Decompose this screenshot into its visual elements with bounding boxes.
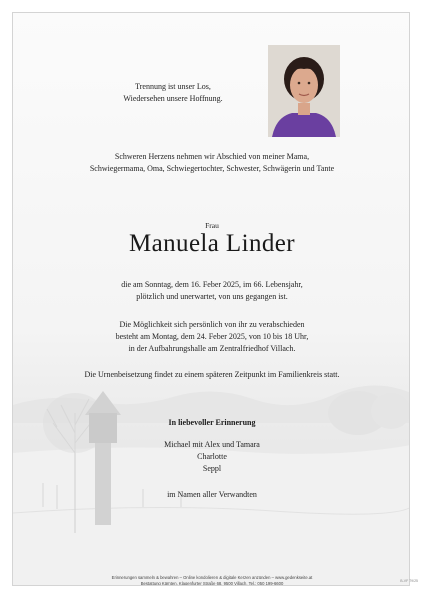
portrait-image bbox=[268, 45, 340, 137]
intro-text bbox=[13, 151, 410, 175]
family-names bbox=[13, 439, 410, 475]
family-name-line: Charlotte bbox=[197, 452, 227, 461]
salutation: Frau bbox=[205, 221, 219, 230]
farewell-info bbox=[13, 319, 410, 355]
obituary-card bbox=[12, 12, 410, 586]
intro-line: Schweren Herzens nehmen wir Abschied von meiner Mama, bbox=[114, 152, 310, 161]
farewell-line: Die Möglichkeit sich persönlich von ihr zu verabschieden bbox=[119, 320, 305, 329]
portrait-photo bbox=[268, 45, 340, 137]
family-name-line: Seppl bbox=[202, 464, 222, 473]
memory-heading: In liebevoller Erinnerung bbox=[168, 418, 256, 427]
footer bbox=[13, 575, 410, 586]
death-notice-line: die am Sonntag, dem 16. Feber 2025, im 66. Lebensjahr, bbox=[121, 280, 303, 289]
burial-info: Die Urnenbeisetzung findet zu einem späteren Zeitpunkt im Familienkreis statt. bbox=[84, 370, 340, 379]
footer-line: Bestattung Kärnten, Klagenfurter Straße 68, 9500 Villach, Tel.: 050 199-6600 bbox=[140, 580, 284, 586]
print-code: B-VF 79/25 bbox=[400, 579, 418, 583]
family-name-line: Michael mit Alex und Tamara bbox=[164, 440, 260, 449]
quote-line: Wiedersehen unsere Hoffnung. bbox=[123, 94, 223, 103]
deceased-name: Manuela Linder bbox=[129, 230, 295, 257]
footer-line: Erinnerungen sammeln & bewahren – Online kondolieren & digitale Kerzen anzünden – www.gedenkseite.at bbox=[111, 575, 313, 580]
farewell-line: besteht am Montag, dem 24. Feber 2025, von 10 bis 18 Uhr, bbox=[115, 332, 309, 341]
quote bbox=[73, 81, 273, 105]
death-notice-line: plötzlich und unerwartet, von uns gegangen ist. bbox=[136, 292, 288, 301]
intro-line: Schwiegermama, Oma, Schwiegertochter, Schwester, Schwägerin und Tante bbox=[89, 164, 335, 173]
relatives-line: im Namen aller Verwandten bbox=[167, 490, 257, 499]
death-notice bbox=[13, 279, 410, 303]
quote-line: Trennung ist unser Los, bbox=[135, 82, 211, 91]
farewell-line: in der Aufbahrungshalle am Zentralfriedhof Villach. bbox=[128, 344, 296, 353]
